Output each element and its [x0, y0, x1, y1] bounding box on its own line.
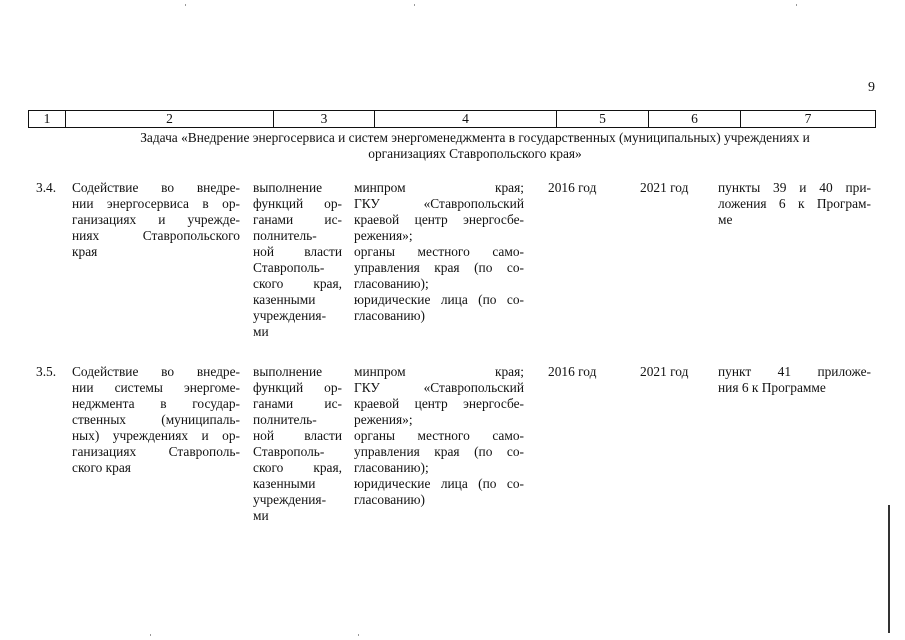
task-heading-line: Задача «Внедрение энергосервиса и систем энергоменеджмента в государственных (муниципальных) учреждениях и [140, 130, 810, 145]
text-line: ганизациях Ставрополь- [72, 444, 240, 459]
row-reference [718, 180, 871, 228]
text-line: органы местного само- [354, 428, 524, 443]
row-description [72, 364, 240, 476]
text-line: гласованию); [354, 460, 429, 475]
text-line: ми [253, 324, 269, 339]
text-line: края [72, 244, 98, 259]
row-number: 3.5. [36, 364, 57, 379]
column-header-6: 6 [649, 111, 741, 127]
column-header-7: 7 [804, 111, 812, 126]
text-line: ми [253, 508, 269, 523]
text-line: ной власти [253, 244, 342, 259]
text-line: юридические лица (по со- [354, 476, 524, 491]
row-number: 3.4. [36, 180, 57, 195]
text-line: выполнение [253, 180, 323, 195]
column-header-1: 1 [29, 111, 66, 127]
column-header-row [28, 110, 876, 128]
column-header-2: 2 [66, 111, 274, 127]
text-line: минпром края; [354, 180, 524, 195]
text-line: нии системы энергоме- [72, 380, 240, 395]
text-line: выполнение [253, 364, 323, 379]
text-line: пункты 39 и 40 при- [718, 180, 871, 195]
text-line: режения»; [354, 412, 413, 427]
text-line: функций ор- [253, 196, 342, 211]
row-reference [718, 364, 871, 396]
row-executors [354, 180, 524, 324]
text-line: управления края (по со- [354, 444, 524, 459]
text-line: неджмента в государ- [72, 396, 240, 411]
text-line: ных) учреждениях и ор- [72, 428, 240, 443]
text-line: ственных (муниципаль- [72, 412, 240, 427]
text-line: полнитель- [253, 412, 317, 427]
text-line: ложения 6 к Програм- [718, 196, 871, 211]
text-line: учреждения- [253, 308, 327, 323]
text-line: казенными [253, 292, 316, 307]
text-line: ной власти [253, 428, 342, 443]
text-line: ского края, [253, 460, 342, 475]
text-line: Содействие во внедре- [72, 180, 240, 195]
text-line: нии энергосервиса в ор- [72, 196, 240, 211]
scan-dot [150, 634, 151, 636]
text-line: ГКУ «Ставропольский [354, 196, 524, 211]
text-line: минпром края; [354, 364, 524, 379]
row-end-year: 2021 год [640, 180, 689, 195]
task-heading [80, 130, 870, 162]
text-line: режения»; [354, 228, 413, 243]
page-number: 9 [868, 80, 875, 95]
scan-dot [185, 4, 186, 6]
row-executors [354, 364, 524, 508]
text-line: ганами ис- [253, 212, 342, 227]
column-header-3: 3 [274, 111, 375, 127]
text-line: гласованию) [354, 492, 425, 507]
text-line: краевой центр энергосбе- [354, 396, 524, 411]
text-line: управления края (по со- [354, 260, 524, 275]
text-line: ниях Ставропольского [72, 228, 240, 243]
text-line: Ставрополь- [253, 260, 325, 275]
text-line: ского края [72, 460, 131, 475]
row-activity [253, 364, 342, 524]
text-line: ме [718, 212, 733, 227]
row-start-year: 2016 год [548, 364, 597, 379]
row-description [72, 180, 240, 260]
text-line: Ставрополь- [253, 444, 325, 459]
column-header-5: 5 [557, 111, 649, 127]
scan-edge-line [888, 505, 890, 633]
text-line: пункт 41 приложе- [718, 364, 871, 379]
column-header-4: 4 [375, 111, 557, 127]
scan-dot [358, 634, 359, 636]
text-line: гласованию) [354, 308, 425, 323]
text-line: ганами ис- [253, 396, 342, 411]
scan-dot [414, 4, 415, 6]
row-activity [253, 180, 342, 340]
text-line: казенными [253, 476, 316, 491]
text-line: ганизациях и учрежде- [72, 212, 240, 227]
text-line: ния 6 к Программе [718, 380, 826, 395]
row-start-year: 2016 год [548, 180, 597, 195]
text-line: юридические лица (по со- [354, 292, 524, 307]
text-line: органы местного само- [354, 244, 524, 259]
text-line: Содействие во внедре- [72, 364, 240, 379]
text-line: учреждения- [253, 492, 327, 507]
text-line: ского края, [253, 276, 342, 291]
text-line: полнитель- [253, 228, 317, 243]
text-line: функций ор- [253, 380, 342, 395]
text-line: ГКУ «Ставропольский [354, 380, 524, 395]
text-line: краевой центр энергосбе- [354, 212, 524, 227]
scan-dot [796, 4, 797, 6]
task-heading-line: организациях Ставропольского края» [368, 146, 582, 161]
row-end-year: 2021 год [640, 364, 689, 379]
text-line: гласованию); [354, 276, 429, 291]
